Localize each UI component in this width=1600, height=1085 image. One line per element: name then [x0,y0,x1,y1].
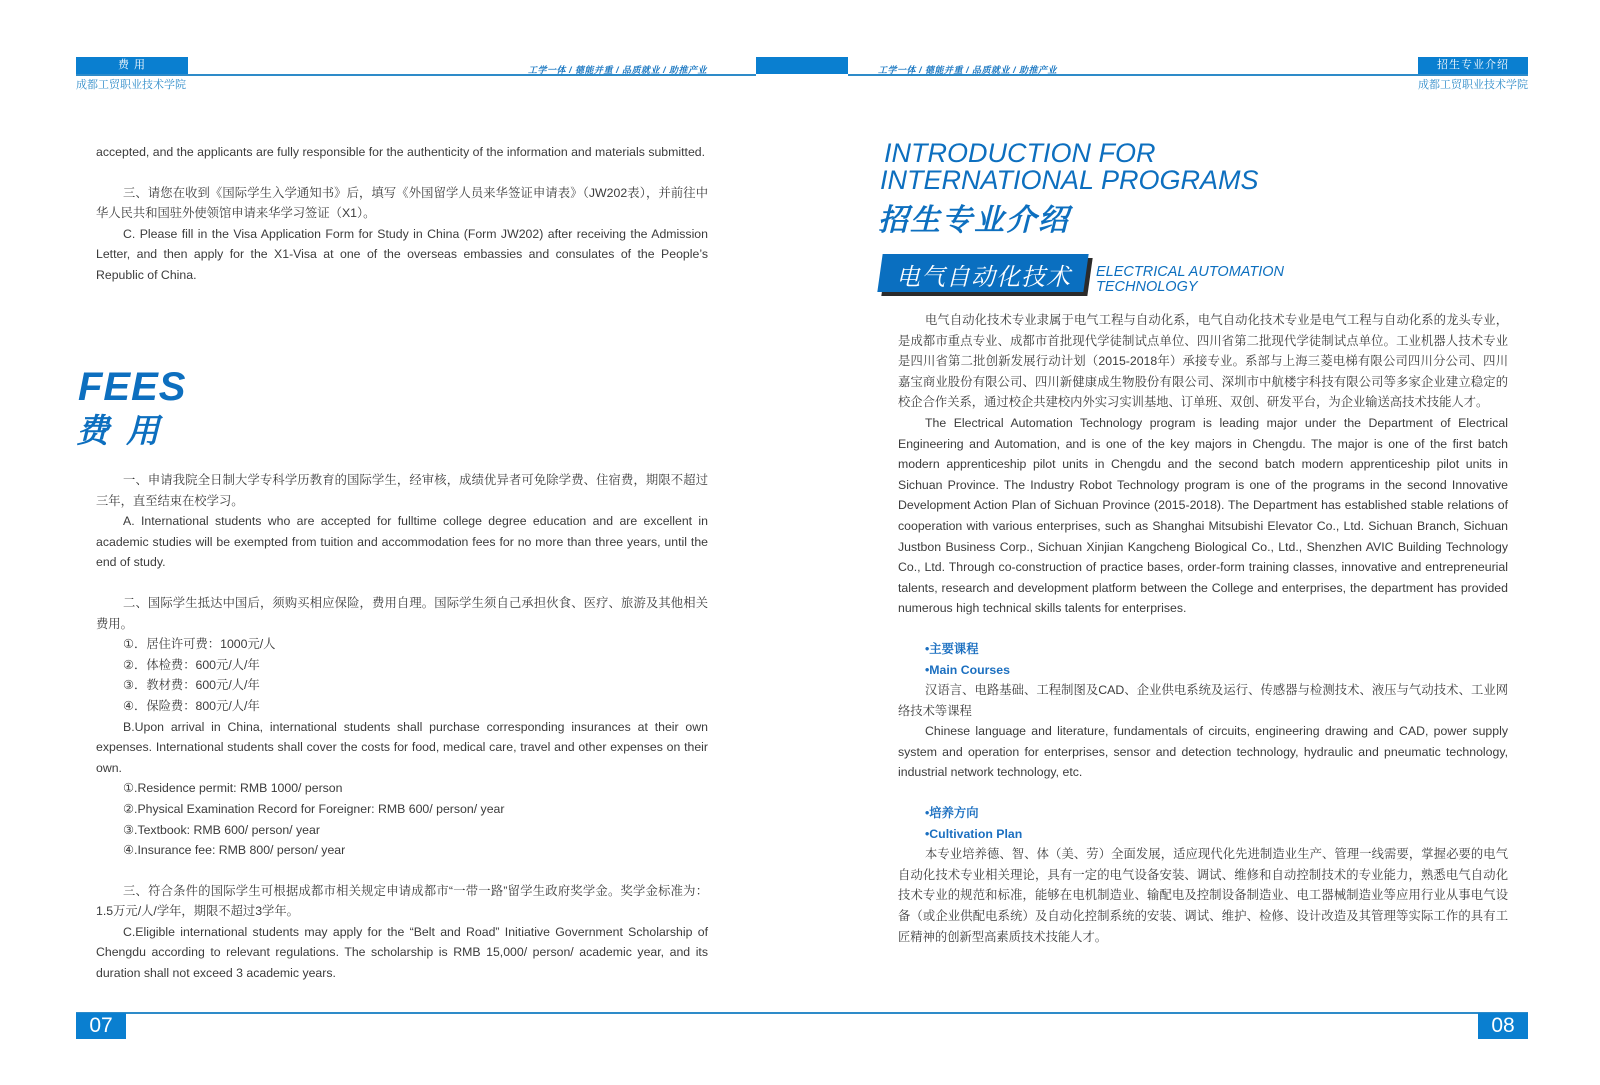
courses-cn: 汉语言、电路基础、工程制图及CAD、企业供电系统及运行、传感器与检测技术、液压与气动技术、工业网络技术等课程 [898,683,1508,718]
fee-item-cn: ③．教材费：600元/人/年 [123,678,260,693]
fee-item-en: ③.Textbook: RMB 600/ person/ year [123,822,320,837]
fees-en-a: A. International students who are accepted for fulltime college degree education and are excellent in academic studies will be exempted from tuition and accommodation fees for no more than three years, until the end of study. [96,514,708,570]
header-section-tab-right: 招生专业介绍 [1418,57,1528,74]
header-motto-left: 工学一体 / 德能并重 / 品质就业 / 助推产业 [528,65,708,75]
intro-title-cn: 招生专业介绍 [878,204,1070,237]
footer-rule [76,1012,1528,1014]
header-motto-right: 工学一体 / 德能并重 / 品质就业 / 助推产业 [878,65,1058,75]
fees-body [96,470,708,984]
spine-block [756,57,848,74]
program-name-cn: 电气自动化技术 [896,264,1071,291]
program-name-en [1096,265,1284,295]
page-number-left: 07 [76,1013,126,1039]
fees-title-en: FEES [78,365,187,409]
fees-cn-c: 三、符合条件的国际学生可根据成都市相关规定申请成都市“一带一路”留学生政府奖学金。奖学金标准为：1.5万元/人/学年，期限不超过3学年。 [96,883,708,919]
plan-heading-en: •Cultivation Plan [925,826,1023,841]
intro-title-line2: INTERNATIONAL PROGRAMS [880,165,1259,195]
fees-en-b: B.Upon arrival in China, international students shall purchase corresponding insurances at their own expenses. International students shall cover the costs for food, medical care, travel and other expenses on their own. [96,719,708,775]
fees-cn-a: 一、申请我院全日制大学专科学历教育的国际学生，经审核，成绩优异者可免除学费、住宿费，期限不超过三年，直至结束在校学习。 [96,473,708,508]
fee-item-en: ④.Insurance fee: RMB 800/ person/ year [123,843,346,858]
page-number-right: 08 [1478,1013,1528,1039]
visa-en-c: C. Please fill in the Visa Application Form for Study in China (Form JW202) after receiving the Admission Letter, and then apply for the X1-Visa at one of the overseas embassies and consulates of the People’s Republic of China. [96,226,708,282]
header-section-tab-left: 费 用 [76,57,188,74]
program-name-en-line1: ELECTRICAL AUTOMATION [1096,264,1284,280]
visa-cn-c: 三、请您在收到《国际学生入学通知书》后，填写《外国留学人员来华签证申请表》（JW202表），并前往中华人民共和国驻外使领馆申请来华学习签证（X1）。 [96,185,708,221]
program-intro-cn: 电气自动化技术专业隶属于电气工程与自动化系，电气自动化技术专业是电气工程与自动化系的龙头专业，是成都市重点专业、成都市首批现代学徒制试点单位、四川省第二批现代学徒制试点单位。工业机器人技术专业是四川省第二批创新发展行动计划（2015-2018年）承接专业。系部与上海三菱电梯有限公司四川分公司、四川嘉宝商业股份有限公司、四川新健康成生物股份有限公司、深圳市中航楼宇科技有限公司等多家企业建立稳定的校企合作关系，通过校企共建校内外实习实训基地、订单班、双创、研发平台，为企业输送高技术技能人才。 [898,313,1508,410]
program-intro-en: The Electrical Automation Technology program is leading major under the Department of Electrical Engineering and Automation, and is one of the key majors in Chengdu. The major is one of the first batch modern apprenticeship pilot units in Chengdu and the second batch modern apprenticeship pilot units in Sichuan Province. The Industry Robot Technology program is one of the programs in the second Innovative Development Action Plan of Sichuan Province (2015-2018). The Department has established stable relations of cooperation with various enterprises, such as Shanghai Mitsubishi Elevator Co., Ltd. Sichuan Branch, Sichuan Justbon Business Corp., Sichuan Xinjian Kangcheng Biological Co., Ltd., Shenzhen AVIC Building Technology Co., Ltd. Through co-construction of practice bases, order-form training classes, innovative and entrepreneurial talents, research and development platform between the College and enterprises, the department has provided numerous high technical skills talents for enterprises. [898,415,1508,616]
plan-cn: 本专业培养德、智、体（美、劳）全面发展，适应现代化先进制造业生产、管理一线需要，掌握必要的电气自动化技术专业相关理论，具有一定的电气设备安装、调试、维修和自动控制技术的专业能力，熟悉电气自动化技术专业的规范和标准，能够在电机制造业、输配电及控制设备制造业、电工器械制造业等应用行业从事电气设备（或企业供配电系统）及自动化控制系统的安装、调试、维护、检修、设计改造及其管理等实际工作的具有工匠精神的创新型高素质技术技能人才。 [898,847,1508,944]
courses-heading-cn: •主要课程 [925,641,979,656]
fee-item-cn: ②．体检费：600元/人/年 [123,657,260,672]
visa-en-tail: accepted, and the applicants are fully responsible for the authenticity of the information and materials submitted. [96,145,706,159]
program-name-en-line2: TECHNOLOGY [1096,279,1198,295]
program-body [898,310,1508,947]
courses-heading-en: •Main Courses [925,662,1010,677]
intro-title-en [880,140,1259,194]
fees-cn-b: 二、国际学生抵达中国后，须购买相应保险，费用自理。国际学生须自己承担伙食、医疗、旅游及其他相关费用。 [96,595,708,631]
fee-item-en: ②.Physical Examination Record for Foreigner: RMB 600/ person/ year [123,801,505,816]
plan-heading-cn: •培养方向 [925,806,979,821]
fee-item-en: ①.Residence permit: RMB 1000/ person [123,781,343,796]
fees-title-cn: 费 用 [76,412,164,449]
program-badge [880,254,1092,296]
header-institution-right: 成都工贸职业技术学院 [1418,79,1528,91]
fee-item-cn: ④．保险费：800元/人/年 [123,698,260,713]
fee-item-cn: ①．居住许可费：1000元/人 [123,637,276,652]
left-continuation [96,142,708,286]
fees-en-c: C.Eligible international students may apply for the “Belt and Road” Initiative Government Scholarship of Chengdu according to relevant regulations. The scholarship is RMB 15,000/ person/ academic year, and its duration shall not exceed 3 academic years. [96,924,708,981]
header-institution-left: 成都工贸职业技术学院 [76,79,186,91]
intro-title-line1: INTRODUCTION FOR [884,138,1156,168]
courses-en: Chinese language and literature, fundamentals of circuits, engineering drawing and CAD, power supply system and operation for enterprises, sensor and detection technology, hydraulic and pneumatic technology, industrial network technology, etc. [898,724,1508,780]
